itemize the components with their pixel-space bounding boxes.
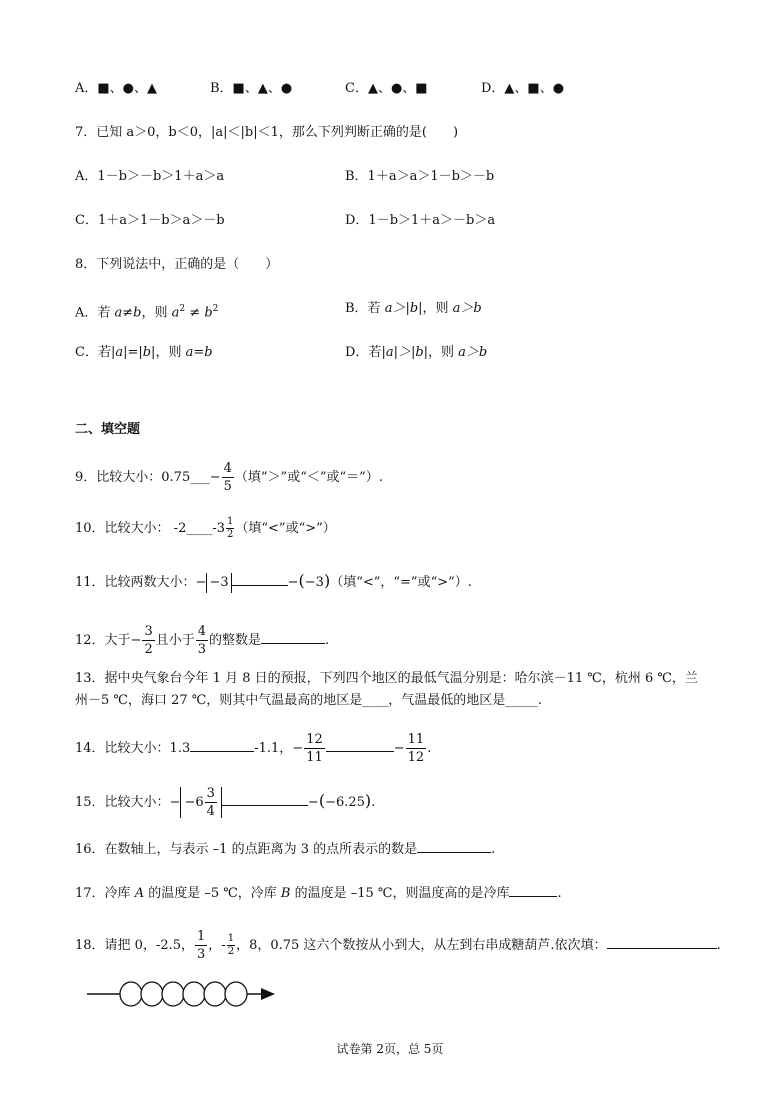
q12-suffix: 的整数是 bbox=[209, 633, 262, 648]
q9-denominator: 5 bbox=[223, 479, 232, 494]
q8-a-prefix: A．若 bbox=[75, 305, 115, 321]
q8-b-prefix: B．若 bbox=[345, 301, 385, 316]
q13-line-1: 13．据中央气象台今年 1 月 8 日的预报，下列四个地区的最低气温分别是：哈尔滨－11 ℃，杭州 6 ℃，兰 bbox=[75, 671, 698, 686]
q12-fraction-2 bbox=[196, 625, 208, 656]
haw-circle-4 bbox=[183, 982, 205, 1006]
haw-circle-5 bbox=[204, 982, 226, 1006]
q8-a-var-b: b bbox=[204, 305, 213, 321]
q16-text: 16．在数轴上，与表示 –1 的点距离为 3 的点所表示的数是 bbox=[75, 842, 418, 857]
q14-answer-blank-2[interactable] bbox=[326, 737, 394, 752]
q18-denominator-2: 2 bbox=[227, 946, 235, 957]
q14-minus-1: − bbox=[292, 741, 304, 756]
q12-minus: − bbox=[130, 633, 142, 648]
q12-numerator-1: 3 bbox=[144, 624, 153, 639]
q11-minus: − bbox=[195, 575, 207, 590]
q16-period: . bbox=[491, 842, 496, 857]
q15 bbox=[75, 787, 375, 818]
q9-numerator: 4 bbox=[223, 461, 232, 476]
q8-stem: 8．下列说法中，正确的是（ ） bbox=[75, 257, 279, 272]
q14-numerator-1: 12 bbox=[306, 732, 323, 747]
q14-fraction-1 bbox=[304, 733, 325, 764]
q8-c-prefix: C．若 bbox=[75, 345, 111, 360]
q18-separator: ，- bbox=[208, 938, 226, 953]
q6-option-a: A．■、●、▲ bbox=[75, 81, 158, 96]
haw-circle-1 bbox=[120, 982, 142, 1006]
q10-prefix: 10．比较大小： -2____-3 bbox=[75, 521, 226, 536]
q14-fraction-2 bbox=[406, 733, 427, 764]
q15-period: . bbox=[371, 795, 376, 810]
q6-option-c: C．▲、●、■ bbox=[345, 81, 428, 96]
q9-minus: − bbox=[209, 470, 221, 485]
q8-option-c bbox=[75, 343, 213, 363]
section-heading: 二、填空题 bbox=[75, 422, 141, 437]
haw-circle-3 bbox=[162, 982, 184, 1006]
q8-a-then: ，则 bbox=[141, 305, 172, 321]
q11-absolute-value: −3 bbox=[206, 573, 231, 593]
q8-a-var-a: a bbox=[171, 305, 180, 321]
q8-d-then: ，则 bbox=[428, 345, 459, 360]
q8-b-then: ，则 bbox=[422, 301, 453, 316]
q7-option-a: A．1－b＞－b＞1＋a＞a bbox=[75, 169, 225, 184]
q12 bbox=[75, 625, 329, 656]
q8-b-condition: a＞|b| bbox=[384, 301, 423, 316]
q8-option-b bbox=[345, 299, 482, 319]
q8-c-result: a=b bbox=[185, 345, 213, 360]
q15-answer-blank[interactable] bbox=[222, 791, 308, 806]
q8-option-d bbox=[345, 343, 487, 363]
q17-period: . bbox=[557, 886, 562, 901]
q7-option-d: D．1－b＞1＋a＞－b＞a bbox=[345, 213, 496, 228]
q11 bbox=[75, 571, 472, 593]
q18-fraction-1 bbox=[195, 930, 207, 961]
q14 bbox=[75, 733, 431, 764]
q10-numerator: 1 bbox=[227, 516, 234, 527]
q18-numerator-2: 1 bbox=[227, 933, 235, 944]
q7-stem: 7．已知 a＞0，b＜0，|a|＜|b|＜1，那么下列判断正确的是( ) bbox=[75, 125, 459, 140]
q17-b: B bbox=[280, 886, 291, 901]
q10-hint: （填“<”或“>”） bbox=[235, 521, 336, 536]
q15-minus: − bbox=[169, 795, 181, 810]
q12-fraction-1 bbox=[142, 625, 154, 656]
q11-answer-blank[interactable] bbox=[232, 571, 288, 586]
q12-prefix: 12．大于 bbox=[75, 633, 131, 648]
q17 bbox=[75, 882, 562, 904]
q11-hint: （填“<”，“=”或“>”）. bbox=[330, 575, 472, 590]
q14-minus-2: − bbox=[393, 741, 405, 756]
q8-c-condition: |a|=|b| bbox=[110, 345, 156, 360]
q16 bbox=[75, 838, 495, 860]
q14-denominator-2: 12 bbox=[407, 750, 425, 765]
q14-middle: -1.1， bbox=[254, 741, 293, 756]
diagram-arrowhead bbox=[261, 988, 275, 1000]
q12-middle: 且小于 bbox=[155, 633, 195, 648]
q15-paren-close: ) bbox=[364, 791, 372, 810]
q8-a-not-equal: ≠ bbox=[185, 305, 205, 321]
q11-prefix: 11．比较两数大小： bbox=[75, 575, 196, 590]
q12-denominator-1: 2 bbox=[144, 642, 153, 657]
haw-circle-6 bbox=[225, 982, 247, 1006]
q18-fraction-2 bbox=[227, 934, 235, 957]
q14-denominator-1: 11 bbox=[306, 750, 323, 765]
q18-answer-blank[interactable] bbox=[607, 934, 717, 949]
q9 bbox=[75, 462, 383, 493]
q15-whole-part: −6 bbox=[184, 795, 204, 810]
q15-prefix: 15．比较大小： bbox=[75, 795, 170, 810]
q14-prefix: 14．比较大小：1.3 bbox=[75, 741, 191, 756]
q11-paren-open: ( bbox=[298, 571, 305, 590]
q11-paren-inner: −3 bbox=[304, 575, 324, 590]
q11-paren-close: ) bbox=[323, 571, 331, 590]
q15-denominator: 4 bbox=[206, 804, 215, 819]
q13-line-2: 州－5 ℃，海口 27 ℃，则其中气温最高的地区是____，气温最低的地区是_____. bbox=[75, 693, 542, 708]
q18-prefix: 18．请把 0，-2.5， bbox=[75, 938, 195, 953]
q18-numerator-1: 1 bbox=[197, 929, 206, 944]
q8-d-condition: |a|＞|b| bbox=[381, 345, 429, 360]
q14-period: . bbox=[427, 741, 432, 756]
q17-middle-1: 的温度是 –5 ℃，冷库 bbox=[144, 886, 281, 901]
q6-option-d: D．▲、■、● bbox=[481, 81, 565, 96]
q12-numerator-2: 4 bbox=[197, 624, 207, 639]
q18-denominator-1: 3 bbox=[197, 947, 206, 962]
q16-answer-blank[interactable] bbox=[417, 838, 491, 853]
page-footer: 试卷第 2页，总 5页 bbox=[336, 1042, 444, 1056]
haw-circle-2 bbox=[141, 982, 163, 1006]
q8-a-exp-b: 2 bbox=[212, 304, 219, 314]
q11-minus-2: − bbox=[287, 575, 299, 590]
q9-fraction bbox=[222, 462, 234, 493]
q12-answer-blank[interactable] bbox=[261, 629, 325, 644]
q10-denominator: 2 bbox=[227, 529, 234, 540]
q18 bbox=[75, 930, 721, 961]
q9-hint: （填“＞”或“＜”或“＝”）. bbox=[234, 470, 383, 485]
q15-numerator: 3 bbox=[206, 786, 215, 801]
q8-a-condition: a≠b bbox=[114, 305, 142, 321]
q6-option-b: B．■、▲、● bbox=[210, 81, 293, 96]
q17-prefix: 17．冷库 bbox=[75, 886, 135, 901]
q14-answer-blank-1[interactable] bbox=[190, 737, 254, 752]
q17-answer-blank[interactable] bbox=[509, 882, 557, 897]
q7-option-b: B．1＋a＞a＞1－b＞－b bbox=[345, 169, 495, 184]
q15-paren-open: ( bbox=[318, 791, 326, 810]
q15-fraction bbox=[205, 787, 217, 818]
q15-paren-inner: −6.25 bbox=[325, 795, 365, 810]
q9-prefix: 9．比较大小：0.75___ bbox=[75, 470, 210, 485]
candied-haws-diagram bbox=[85, 978, 280, 1010]
q12-denominator-2: 3 bbox=[197, 642, 207, 657]
q8-c-then: ，则 bbox=[155, 345, 186, 360]
q15-minus-2: − bbox=[307, 795, 319, 810]
q15-absolute-value bbox=[180, 787, 221, 818]
q18-period: . bbox=[716, 938, 721, 953]
q10 bbox=[75, 517, 336, 540]
q8-b-result: a＞b bbox=[452, 301, 482, 316]
q18-suffix: ，8，0.75 这六个数按从小到大，从左到右串成糖葫芦.依次填： bbox=[236, 938, 607, 953]
q14-numerator-2: 11 bbox=[407, 732, 425, 747]
q7-option-c: C．1＋a＞1－b＞a＞－b bbox=[75, 213, 225, 228]
q17-a: A bbox=[134, 886, 145, 901]
q12-period: . bbox=[325, 633, 330, 648]
q8-d-prefix: D．若 bbox=[345, 345, 382, 360]
q8-a-exp-a: 2 bbox=[179, 304, 186, 314]
q8-option-a bbox=[75, 299, 218, 323]
q10-fraction bbox=[226, 517, 234, 540]
q17-middle-2: 的温度是 –15 ℃，则温度高的是冷库 bbox=[290, 886, 510, 901]
q8-d-result: a＞b bbox=[458, 345, 488, 360]
